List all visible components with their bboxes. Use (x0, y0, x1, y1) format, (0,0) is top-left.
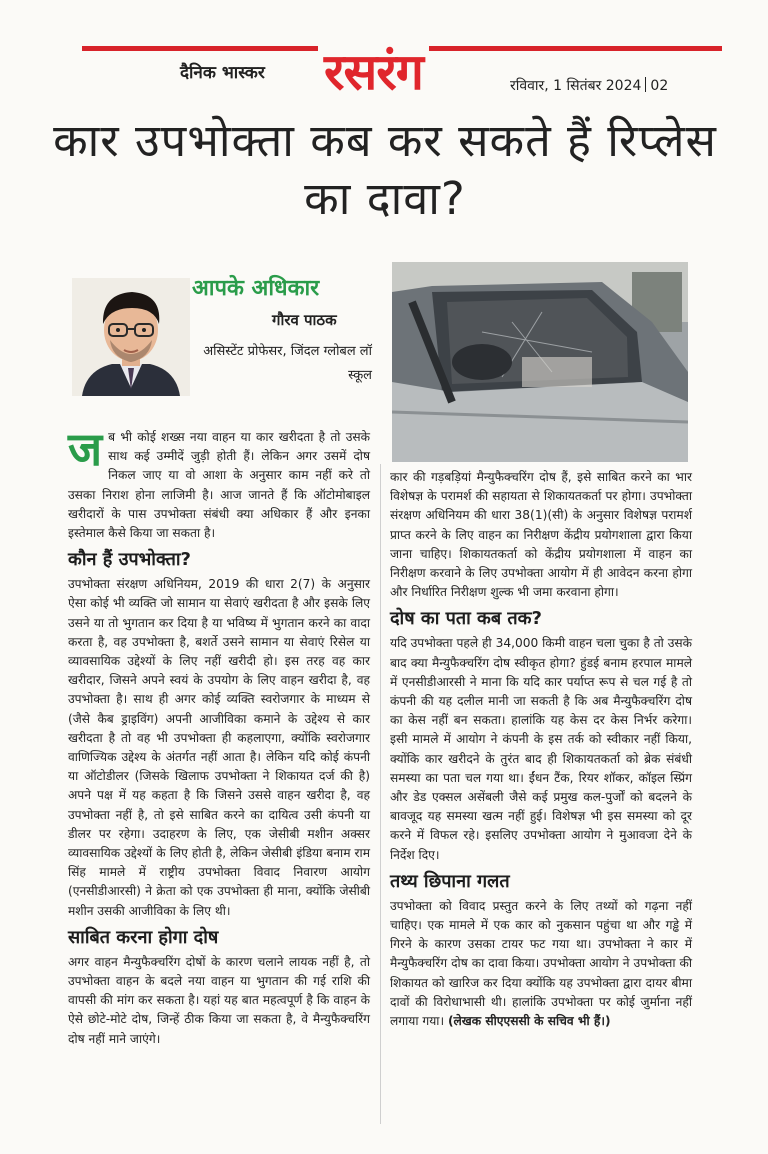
subhead-prove-defect: साबित करना होगा दोष (68, 926, 219, 948)
author-note: (लेखक सीएएससी के सचिव भी हैं।) (447, 1014, 611, 1029)
subhead-who-is-consumer: कौन हैं उपभोक्ता? (68, 549, 191, 571)
intro-text: ब भी कोई शख्स नया वाहन या कार खरीदता है तो उसके साथ कई उम्मीदें जुड़ी होती हैं। लेकिन अगर उसमें दोष निकल जाए या वो आशा के अनुसार काम नहीं करे तो उसका निराश होना लाजिमी है। आज जानते हैं कि ऑटोमोबाइल खरीदारों के पास उपभोक्ता संबंधी क्या अधिकार हैं और इनका इस्तेमाल कैसे किया जा सकता है। (68, 430, 370, 541)
issue-date: रविवार, 1 सितंबर 2024 (510, 78, 642, 94)
paragraph-who-is-consumer: उपभोक्ता संरक्षण अधिनियम, 2019 की धारा 2(7) के अनुसार ऐसा कोई भी व्यक्ति जो सामान या सेवाएं खरीदता है और इसके लिए उसने या तो भुगतान कर दिया है या भविष्य में भुगतान करने का वादा करता है, वह उपभोक्ता है, बशर्ते उसने सामान या सेवाएं रिसेल या व्यावसायिक उद्देश्यों के लिए नहीं खरीदी हो। इस तरह वह कार खरीदार, जिसने अपने स्वयं के उपयोग के लिए वाहन खरीदा है, वह उपभोक्ता है। साथ ही अगर कोई व्यक्ति स्वरोजगार के माध्यम से (जैसे कैब ड्राइविंग) अपनी आजीविका कमाने के उद्देश्य से कार खरीदता है तो वह भी उपभोक्ता ही कहलाएगा, क्योंकि स्वरोजगार वाणिज्यिक उद्देश्य के अंतर्गत नहीं आता है। लेकिन यदि कोई कंपनी या ऑटोडीलर (जिसके खिलाफ उपभोक्ता ने शिकायत दर्ज की है) अपने पक्ष में यह कहता है कि जिसने उससे वाहन खरीदा है, वह उपभोक्ता नहीं है, तो इसे साबित करने का दायित्व उसी कंपनी या डीलर पर रहेगा। उदाहरण के लिए, एक जेसीबी मशीन अक्सर व्यावसायिक उद्देश्यों के लिए होती है, लेकिन जेसीबी इंडिया बनाम राम सिंह मामले में राष्ट्रीय उपभोक्ता विवाद निवारण आयोग (एनसीडीआरसी) ने क्रेता को एक उपभोक्ता ही माना, क्योंकि जेसीबी मशीन उसकी आजीविका के लिए थी। (68, 577, 370, 918)
author-box (72, 272, 372, 398)
subhead-hiding-facts: तथ्य छिपाना गलत (390, 870, 510, 892)
paragraph-hiding-facts (390, 897, 692, 1031)
paragraph-expert-inspection: कार की गड़बड़ियां मैन्युफैक्चरिंग दोष हैं, इसे साबित करने का भार विशेषज्ञ के परामर्श की सहायता से शिकायतकर्ता पर होगा। उपभोक्ता संरक्षण अधिनियम की धारा 38(1)(सी) के अनुसार विशेषज्ञ परामर्श प्राप्त करने के लिए वाहन का निरीक्षण केंद्रीय प्रयोगशाला द्वारा किया जाना चाहिए। शिकायतकर्ता को केंद्रीय प्रयोगशाला में वाहन का निरीक्षण करवाने के लिए उपभोक्ता आयोग में ही आवेदन करना होगा और निर्धारित निरीक्षण शुल्क भी जमा करवाना होगा। (390, 470, 692, 600)
intro-paragraph (68, 422, 370, 543)
article-column-1 (68, 422, 370, 1049)
damaged-car-photo (392, 262, 688, 462)
page-number: 02 (650, 78, 669, 94)
section-logo: रसरंग (318, 36, 429, 104)
newspaper-brand: दैनिक भास्कर (180, 63, 265, 83)
paragraph-prove-defect: अगर वाहन मैन्युफैक्चरिंग दोषों के कारण चलाने लायक नहीं है, तो उपभोक्ता वाहन के बदले नया वाहन या भुगतान की गई राशि की वापसी की मांग कर सकता है। यहां यह बात महत्वपूर्ण है कि वाहन के ऐसे छोटे-मोटे दोष, जिन्हें ठीक किया जा सकता है, वे मैन्युफैक्चरिंग दोष नहीं माने जाएंगे। (68, 954, 370, 1046)
subhead-defect-detection: दोष का पता कब तक? (390, 608, 542, 630)
author-name: गौरव पाठक (272, 311, 337, 329)
date-separator (645, 77, 646, 92)
article-headline: कार उपभोक्ता कब कर सकते हैं रिप्लेस का दावा? (53, 114, 717, 225)
paragraph-defect-detection: यदि उपभोक्ता पहले ही 34,000 किमी वाहन चला चुका है तो उसके बाद क्या मैन्युफैक्चरिंग दोष स्वीकृत होगा? हुंडई बनाम हरपाल मामले में एनसीडीआरसी ने माना कि यदि कार पर्याप्त रूप से चल गई है तो कंपनी की यह दलील मानी जा सकती है कि अब मैन्युफैक्चरिंग दोष का केस नहीं बन सकता। हालांकि यह केस दर केस निर्भर करेगा। इसी मामले में आयोग ने कंपनी के इस तर्क को स्वीकार नहीं किया, क्योंकि कार खरीदने के तुरंत बाद ही शिकायतकर्ता को ब्रेक संबंधी समस्या का पता चल गया था। ईंधन टैंक, रियर शॉकर, कॉइल स्प्रिंग और डेड एक्सल असेंबली जैसे कई प्रमुख कल-पुर्जों को बदलने के बावजूद यह समस्या खत्म नहीं हुई। विशेषज्ञ भी इस समस्या को दूर करने में विफल रहे। इसलिए उपभोक्ता आयोग ने मुआवजा देने के निर्देश दिए। (390, 636, 692, 862)
column-divider (380, 464, 381, 1124)
author-avatar (72, 278, 190, 396)
author-role: असिस्टेंट प्रोफेसर, जिंदल ग्लोबल लॉ स्कूल (203, 344, 372, 383)
hiding-facts-text: उपभोक्ता को विवाद प्रस्तुत करने के लिए तथ्यों को गढ़ना नहीं चाहिए। एक मामले में एक कार को नुकसान पहुंचा था और गड्ढे में गिरने के कारण उसका टायर फट गया था। उपभोक्ता ने कार में मैन्युफैक्चरिंग दोष का दावा किया। उपभोक्ता आयोग ने उपभोक्ता की शिकायत को खारिज कर दिया क्योंकि यह उपभोक्ता द्वारा दायर बीमा दावों की विरोधाभासी थी। हालांकि उपभोक्ता पर कोई जुर्माना नहीं लगाया गया। (390, 898, 692, 1029)
masthead (70, 34, 728, 106)
column-name: आपके अधिकार (192, 276, 320, 301)
dateline (510, 76, 668, 95)
drop-cap: ज (68, 422, 103, 476)
article-column-2 (390, 468, 692, 1031)
